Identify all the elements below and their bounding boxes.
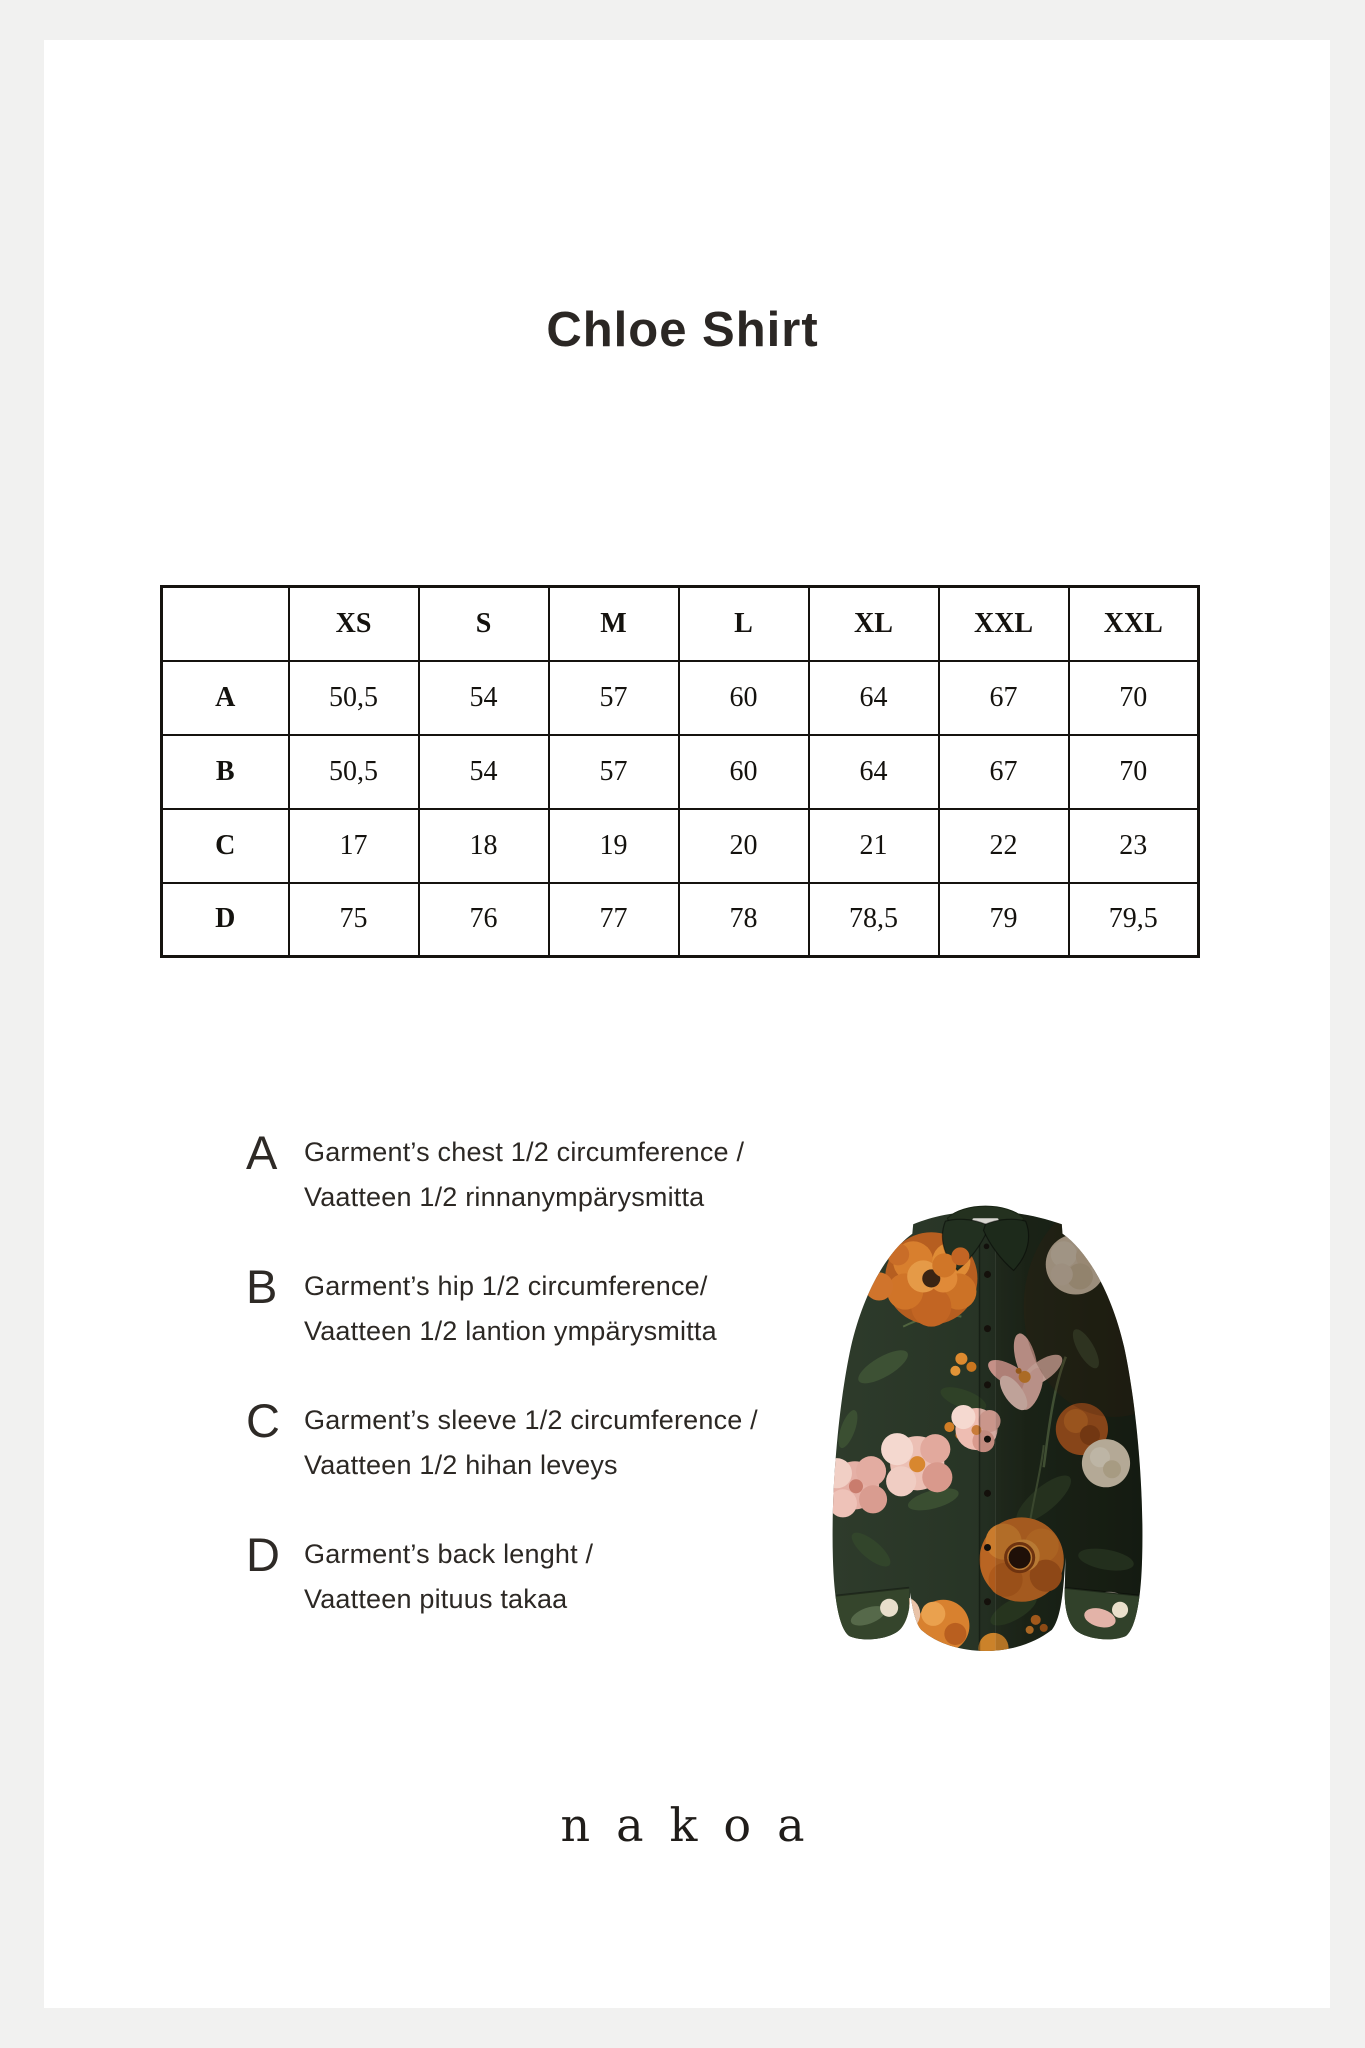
cell: 22 <box>939 809 1069 883</box>
legend-letter-d: D <box>246 1528 280 1581</box>
cell: 21 <box>809 809 939 883</box>
cell: 70 <box>1069 735 1199 809</box>
cell: 23 <box>1069 809 1199 883</box>
cell: 50,5 <box>289 661 419 735</box>
cell: 54 <box>419 735 549 809</box>
cell: 79 <box>939 883 1069 957</box>
row-label-d: D <box>162 883 289 957</box>
row-label-b: B <box>162 735 289 809</box>
size-chart-table <box>160 585 1200 958</box>
legend-item-d <box>246 1528 758 1622</box>
right-cuff <box>1064 1588 1140 1644</box>
legend-line: Vaatteen pituus takaa <box>304 1584 568 1614</box>
corner-cell <box>162 587 289 661</box>
legend-letter-a: A <box>246 1126 278 1179</box>
legend-line: Garment’s hip 1/2 circumference/ <box>304 1271 708 1301</box>
cell: 54 <box>419 661 549 735</box>
cell: 78 <box>679 883 809 957</box>
legend-item-a <box>246 1126 758 1220</box>
legend-line: Garment’s back lenght / <box>304 1539 594 1569</box>
row-label-a: A <box>162 661 289 735</box>
cell: 70 <box>1069 661 1199 735</box>
col-header-l: L <box>679 587 809 661</box>
cell: 76 <box>419 883 549 957</box>
table-header-row <box>162 587 1199 661</box>
cell: 17 <box>289 809 419 883</box>
floral-shirt-image <box>812 1166 1160 1660</box>
cell: 20 <box>679 809 809 883</box>
col-header-m: M <box>549 587 679 661</box>
cell: 64 <box>809 661 939 735</box>
legend-letter-b: B <box>246 1260 278 1313</box>
legend-text-d <box>304 1532 593 1622</box>
legend-text-a <box>304 1130 744 1220</box>
cell: 57 <box>549 735 679 809</box>
cell: 50,5 <box>289 735 419 809</box>
col-header-s: S <box>419 587 549 661</box>
row-label-c: C <box>162 809 289 883</box>
cell: 67 <box>939 735 1069 809</box>
col-header-xxl: XXL <box>939 587 1069 661</box>
legend-text-b <box>304 1264 717 1354</box>
cell: 64 <box>809 735 939 809</box>
col-header-xxl-2: XXL <box>1069 587 1199 661</box>
legend-line: Vaatteen 1/2 lantion ympärysmitta <box>304 1316 717 1346</box>
product-photo-floral-shirt <box>812 1166 1160 1660</box>
cell: 75 <box>289 883 419 957</box>
legend-item-c <box>246 1394 758 1488</box>
legend-item-b <box>246 1260 758 1354</box>
cell: 60 <box>679 661 809 735</box>
brand-logo-wrap <box>0 1798 1365 1852</box>
measurement-legend <box>246 1126 758 1622</box>
button-placket <box>979 1206 995 1660</box>
cell: 67 <box>939 661 1069 735</box>
page-title: Chloe Shirt <box>546 303 819 357</box>
table-row-a <box>162 661 1199 735</box>
cell: 19 <box>549 809 679 883</box>
legend-line: Vaatteen 1/2 rinnanympärysmitta <box>304 1182 705 1212</box>
legend-letter-c: C <box>246 1394 280 1447</box>
table-row-d <box>162 883 1199 957</box>
col-header-xs: XS <box>289 587 419 661</box>
col-header-xl: XL <box>809 587 939 661</box>
cell: 78,5 <box>809 883 939 957</box>
cell: 18 <box>419 809 549 883</box>
legend-line: Garment’s sleeve 1/2 circumference / <box>304 1405 758 1435</box>
cell: 57 <box>549 661 679 735</box>
cell: 77 <box>549 883 679 957</box>
table-row-c <box>162 809 1199 883</box>
legend-text-c <box>304 1398 758 1488</box>
legend-line: Vaatteen 1/2 hihan leveys <box>304 1450 618 1480</box>
cell: 60 <box>679 735 809 809</box>
left-cuff <box>835 1588 909 1643</box>
legend-line: Garment’s chest 1/2 circumference / <box>304 1137 745 1167</box>
cell: 79,5 <box>1069 883 1199 957</box>
table-row-b <box>162 735 1199 809</box>
brand-logo: nakoa <box>560 1798 831 1852</box>
